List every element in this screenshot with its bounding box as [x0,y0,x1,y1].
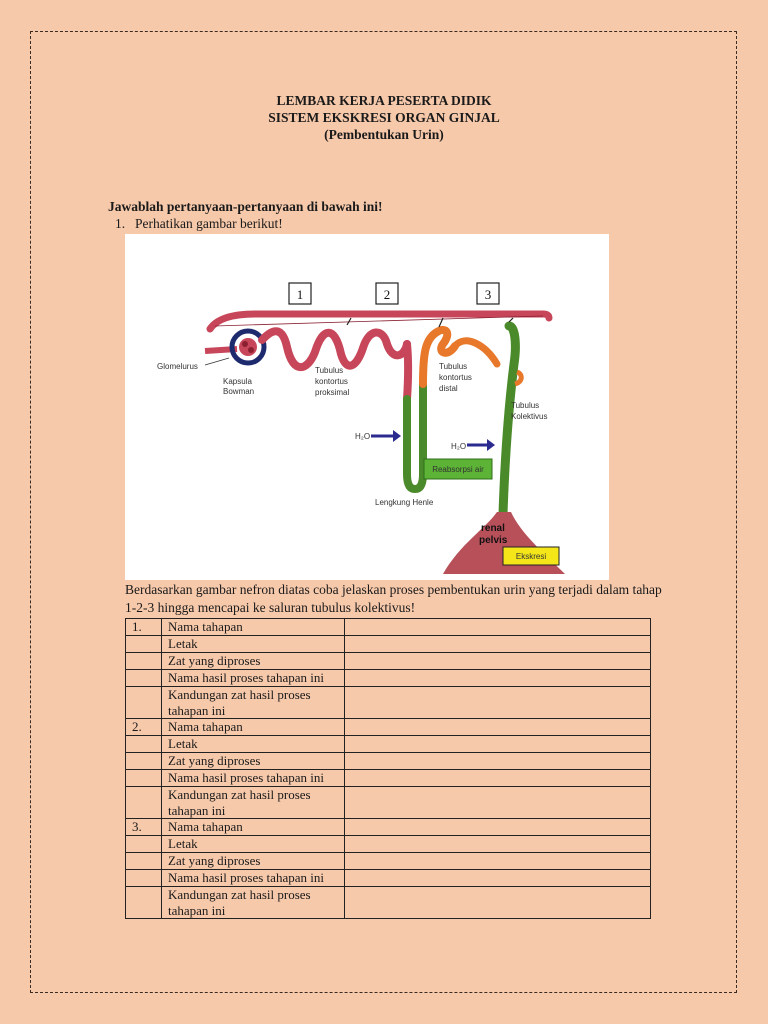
label-h2o-left: H₂O [355,432,371,441]
stage-number-cell: 2. [126,719,162,736]
table-row [126,636,651,653]
table-row [126,787,651,819]
answer-cell[interactable] [345,819,651,836]
table-row [126,736,651,753]
answer-cell[interactable] [345,636,651,653]
label-renal: renal [481,523,505,534]
label-distal-2: kontortus [439,373,472,382]
worksheet-title: LEMBAR KERJA PESERTA DIDIK [276,93,492,108]
empty-cell [126,653,162,670]
answer-cell[interactable] [345,787,651,819]
table-row [126,670,651,687]
empty-cell [126,636,162,653]
empty-cell [126,736,162,753]
answer-cell[interactable] [345,770,651,787]
row-label: Nama hasil proses tahapan ini [162,870,345,887]
glomerulus-detail [242,341,248,347]
answer-cell[interactable] [345,736,651,753]
worksheet-topic: (Pembentukan Urin) [324,127,444,142]
stage-number-3: 3 [484,287,492,302]
connecting-tubule [455,341,497,364]
empty-cell [126,787,162,819]
question-paragraph-line2: 1-2-3 hingga mencapai ke saluran tubulus kolektivus! [125,600,416,615]
empty-cell [126,870,162,887]
table-row [126,719,651,736]
answer-cell[interactable] [345,853,651,870]
label-h2o-right: H₂O [451,442,467,451]
empty-cell [126,687,162,719]
empty-cell [126,836,162,853]
answer-cell[interactable] [345,887,651,919]
row-label: Kandungan zat hasil proses tahapan ini [162,687,345,719]
table-row [126,819,651,836]
connector-line [509,318,513,322]
label-proximal-1: Tubulus [315,366,344,375]
row-label: Kandungan zat hasil proses tahapan ini [162,787,345,819]
instruction-text: Jawablah pertanyaan-pertanyaan di bawah ini! [108,199,383,214]
glomerulus-knot [239,338,257,356]
table-row [126,836,651,853]
label-distal-1: Tubulus [439,362,468,371]
loop-of-henle [407,384,423,489]
label-bowman: Bowman [223,387,255,396]
glomerulus-detail [248,347,254,353]
answer-cell[interactable] [345,653,651,670]
empty-cell [126,753,162,770]
table-row [126,753,651,770]
row-label: Nama hasil proses tahapan ini [162,670,345,687]
nephron-diagram [125,234,609,580]
proximal-tubule [262,331,407,367]
label-distal-3: distal [439,384,458,393]
stage-number-1: 1 [296,287,304,302]
answer-cell[interactable] [345,619,651,636]
stage-number-cell: 3. [126,819,162,836]
row-label: Zat yang diproses [162,653,345,670]
label-reabsorption: Reabsorpsi air [432,465,484,474]
label-collecting-2: Kolektivus [511,412,548,421]
answer-table [125,618,651,919]
label-excretion: Ekskresi [515,552,547,561]
row-label: Nama tahapan [162,819,345,836]
answer-cell[interactable] [345,687,651,719]
label-proximal-3: proksimal [315,388,350,397]
label-pelvis: pelvis [479,535,508,546]
stage-number-cell: 1. [126,619,162,636]
leader-line [205,358,229,365]
question-number: 1. [115,216,126,231]
row-label: Zat yang diproses [162,853,345,870]
answer-cell[interactable] [345,870,651,887]
table-row [126,770,651,787]
row-label: Nama tahapan [162,719,345,736]
label-henle: Lengkung Henle [375,498,434,507]
table-row [126,853,651,870]
question-text: Perhatikan gambar berikut! [135,216,283,231]
question-paragraph-line1: Berdasarkan gambar nefron diatas coba jelaskan proses pembentukan urin yang terjadi dalam tahap [125,582,662,597]
label-collecting-1: Tubulus [511,401,540,410]
empty-cell [126,887,162,919]
row-label: Nama hasil proses tahapan ini [162,770,345,787]
worksheet-subtitle: SISTEM EKSKRESI ORGAN GINJAL [268,110,500,125]
arrowhead [487,439,495,451]
label-glomerulus: Glomelurus [157,362,198,371]
answer-cell[interactable] [345,753,651,770]
label-proximal-2: kontortus [315,377,348,386]
row-label: Kandungan zat hasil proses tahapan ini [162,887,345,919]
row-label: Zat yang diproses [162,753,345,770]
empty-cell [126,770,162,787]
answer-cell[interactable] [345,670,651,687]
row-label: Letak [162,736,345,753]
table-row [126,887,651,919]
empty-cell [126,853,162,870]
table-row [126,619,651,636]
table-row [126,870,651,887]
stage-number-2: 2 [383,287,391,302]
label-kapsula: Kapsula [223,377,252,386]
row-label: Letak [162,836,345,853]
table-row [126,653,651,670]
nephron-figure [125,234,609,580]
table-row [126,687,651,719]
answer-cell[interactable] [345,836,651,853]
arrowhead [393,430,401,442]
descending-limb-top [407,344,408,399]
blood-vessel [210,314,549,329]
empty-cell [126,670,162,687]
answer-cell[interactable] [345,719,651,736]
row-label: Nama tahapan [162,619,345,636]
row-label: Letak [162,636,345,653]
